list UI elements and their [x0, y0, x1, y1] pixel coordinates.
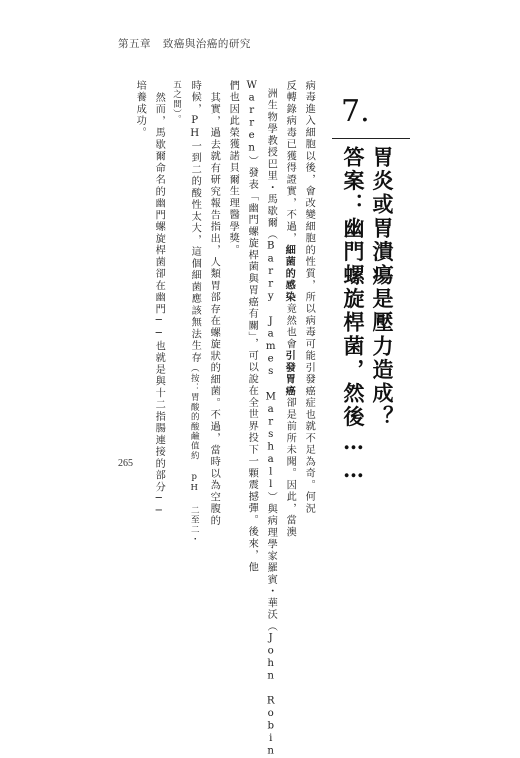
body-text: 反轉錄病毒已獲得證實，不過， — [284, 80, 296, 245]
body-column-7 — [189, 80, 199, 544]
body-column-10: 培養成功。 — [134, 80, 146, 139]
emphasis-text: 引發胃癌 — [283, 350, 296, 398]
body-column-6: 其實，過去就有研究報告指出，人類胃部存在螺旋狀的細菌。不過，當時以為空腹的 — [208, 92, 220, 527]
body-column-4: Warren）發表「幽門螺旋桿菌與胃癌有關」，可以說在全世界投下一顆震撼彈。後來，他 — [246, 80, 258, 574]
chapter-label: 第五章 — [118, 38, 151, 50]
body-text: 卻是前所未聞。因此，當澳 — [284, 397, 296, 539]
emphasis-text: 細菌的感染 — [283, 244, 296, 304]
body-column-9: 然而，馬歇爾命名的幽門螺旋桿菌卻在幽門──也就是與十二指腸連接的部分── — [153, 92, 165, 519]
body-text: 竟然也會 — [284, 303, 296, 351]
chapter-title: 致癌與治癌的研究 — [162, 38, 251, 50]
page-number: 265 — [118, 458, 133, 469]
title-divider — [332, 138, 410, 139]
body-text: 時候，PH一到二的酸性太大，這個細菌應該無法生存 — [189, 80, 201, 364]
body-column-5: 們也因此榮獲諾貝爾生理醫學獎。 — [227, 80, 239, 257]
body-column-3: 洲生物學教授巴里・馬歇爾（Barry James Marshall）與病理學家羅賓・華沃（John Robin — [265, 88, 277, 758]
section-number: 7. — [341, 94, 370, 129]
section-title-line-1: 胃炎或胃潰瘍是壓力造成？ — [370, 146, 395, 430]
body-column-1: 病毒進入細胞以後，會改變細胞的性質，所以病毒可能引發癌症也就不足為奇。何況 — [303, 80, 315, 515]
section-title-line-2: 答案：幽門螺旋桿菌，然後…… — [341, 146, 366, 485]
annotation-note: （按：胃酸的酸鹼值約 pH 二至二・ — [189, 363, 200, 545]
body-column-8: 五之間）。 — [171, 80, 182, 125]
running-header — [118, 36, 259, 51]
body-column-2 — [284, 80, 294, 538]
